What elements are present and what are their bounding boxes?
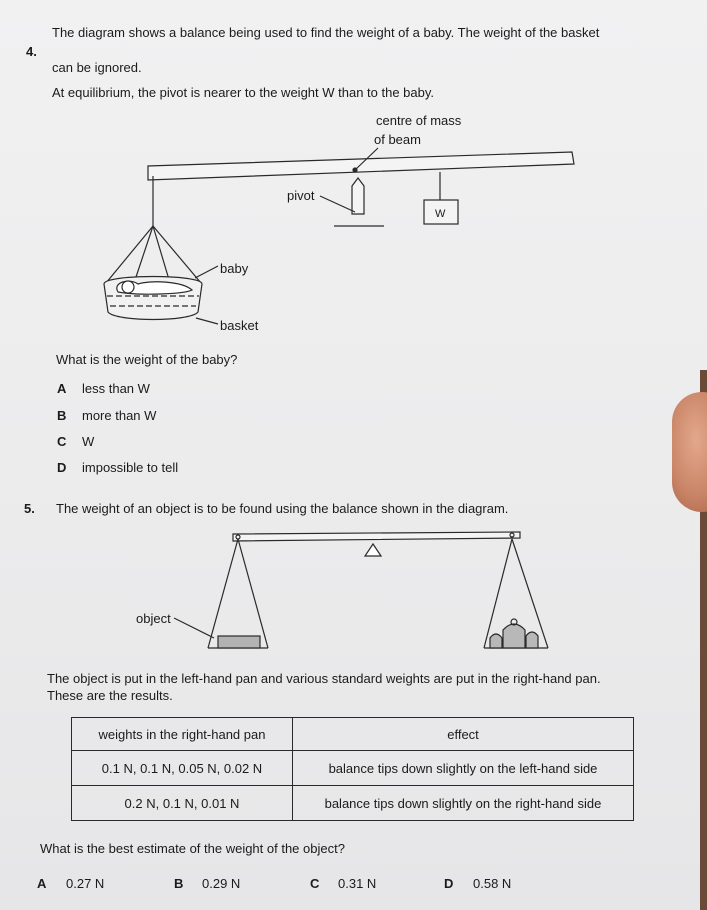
table-cell: 0.2 N, 0.1 N, 0.01 N — [72, 786, 293, 821]
rope-2 — [134, 226, 153, 283]
left-string-1 — [208, 539, 238, 648]
table-cell: balance tips down slightly on the right-hand side — [293, 786, 634, 821]
q4-option-c-text: W — [82, 434, 95, 449]
baby-head — [122, 281, 134, 293]
q4-option-a-letter: A — [57, 381, 67, 396]
q5-intro-line2: The object is put in the left-hand pan and various standard weights are put in the right-hand pan. — [47, 671, 601, 686]
q5-option-d-text: 0.58 N — [473, 876, 512, 891]
q5-option-a-letter: A — [37, 876, 47, 891]
q5-option-b-text: 0.29 N — [202, 876, 241, 891]
q5-option-d-letter: D — [444, 876, 454, 891]
q5-option-c-text: 0.31 N — [338, 876, 377, 891]
com-label-2: of beam — [374, 132, 421, 147]
basket-pointer — [196, 318, 218, 324]
table-cell: balance tips down slightly on the left-hand side — [293, 751, 634, 786]
object-pointer — [174, 618, 214, 638]
pivot — [352, 178, 364, 214]
q4-option-a-text: less than W — [82, 381, 150, 396]
q5-option-c-letter: C — [310, 876, 320, 891]
standard-weight-1 — [490, 634, 502, 648]
left-string-2 — [238, 539, 268, 648]
table-header: weights in the right-hand pan — [72, 718, 293, 751]
q4-balance-diagram — [0, 0, 707, 360]
table-row — [72, 786, 634, 821]
basket-label: basket — [220, 318, 259, 333]
q5-option-b-letter: B — [174, 876, 184, 891]
results-table — [71, 717, 634, 821]
q5-intro-line3: These are the results. — [47, 688, 173, 703]
rope-3 — [153, 226, 170, 283]
pivot-pointer — [320, 196, 355, 212]
rope-4 — [153, 226, 201, 283]
q4-question: What is the weight of the baby? — [56, 352, 238, 367]
q4-intro-line3: At equilibrium, the pivot is nearer to the weight W than to the baby. — [52, 85, 435, 100]
finger — [672, 392, 707, 512]
pivot-label: pivot — [287, 188, 315, 203]
table-row — [72, 751, 634, 786]
beam — [233, 532, 520, 541]
rope-1 — [106, 226, 153, 283]
beam — [148, 152, 574, 180]
q4-number: 4. — [26, 44, 37, 59]
q5-balance-diagram — [0, 520, 707, 660]
q4-intro-line2: can be ignored. — [52, 60, 142, 75]
q5-intro-line1: The weight of an object is to be found using the balance shown in the diagram. — [56, 501, 509, 516]
com-dot — [353, 168, 357, 172]
weight-label: W — [435, 208, 446, 220]
q4-option-c-letter: C — [57, 434, 67, 449]
q4-option-b-letter: B — [57, 408, 67, 423]
pivot-triangle — [365, 544, 381, 556]
q4-option-d-letter: D — [57, 460, 67, 475]
standard-weight-2 — [503, 624, 525, 648]
object-block — [218, 636, 260, 648]
table-cell: 0.1 N, 0.1 N, 0.05 N, 0.02 N — [72, 751, 293, 786]
object-label: object — [136, 611, 171, 626]
q5-question: What is the best estimate of the weight of the object? — [40, 841, 345, 856]
q4-option-d-text: impossible to tell — [82, 460, 179, 475]
standard-weight-3 — [526, 632, 538, 648]
q5-number: 5. — [24, 501, 35, 516]
q5-option-a-text: 0.27 N — [66, 876, 105, 891]
baby-pointer — [195, 266, 218, 278]
table-header-row — [72, 718, 634, 751]
com-label-1: centre of mass — [376, 113, 462, 128]
table-header: effect — [293, 718, 634, 751]
q4-option-b-text: more than W — [82, 408, 157, 423]
baby-label: baby — [220, 261, 249, 276]
q4-intro-line1: The diagram shows a balance being used to find the weight of a baby. The weight of the basket — [52, 25, 600, 40]
